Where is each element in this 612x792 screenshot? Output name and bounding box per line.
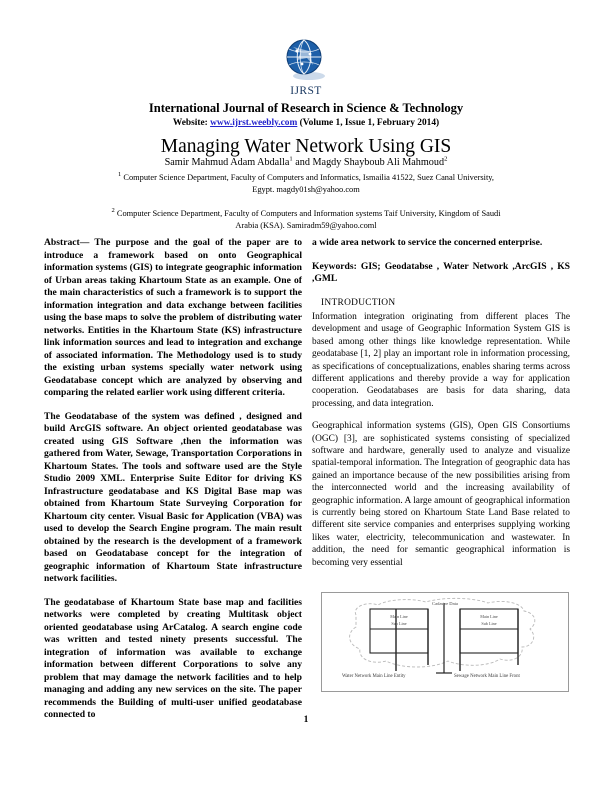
introduction-paragraph-2: Geographical information systems (GIS), Open GIS Consortiums (OGC) [3], are sophisticated systems consisting of specialized software and hardware, generally used to analyze and visualize spatial-temporal information. The Integration of geographic data has gained an importance because of the new possibilities arising from the interconnected world and the increasing availability of geographic information. A large amount of geographical information is currently being stored on Khartoum State Land Base related to different site service companies and enterprises supplying working likes water, electricity, telecommunication and wastewater. In addition, the need for semantic geographical information is becoming very essential: [312, 421, 570, 568]
left-column: [44, 237, 302, 733]
affiliation-1-line2: Egypt. magdy01sh@yahoo.com: [252, 185, 360, 194]
globe-icon: [283, 38, 329, 84]
author-names: [46, 156, 566, 170]
author-name-1: Samir Mahmud Adam Abdalla: [164, 157, 290, 168]
author-name-2: Magdy Shayboub Ali Mahmoud: [312, 157, 445, 168]
svg-text:Main Line: Main Line: [390, 614, 408, 619]
author-conjunction: and: [295, 157, 310, 168]
affiliation-2-line1: Computer Science Department, Faculty of Computers and Information systems Taif University, Kingdom of Saudi: [116, 209, 501, 218]
abstract-paragraph-3: The geodatabase of Khartoum State base map and facilities networks were completed by creating Multitask object oriented geodatabase using ArCatalog. A search engine code was written and tested ninety presents successful. The integration of information was available to exchange information between different Corporations to solve any problem that may damage the network facilities and to help managing and adding any new services on the site. The paper recommends the Building of multi-user unified geodatabase connected to: [44, 596, 302, 720]
affiliation-2-line2: Arabia (KSA). Samiradm59@yahoo.coml: [235, 221, 377, 230]
affiliation-1-marker: 1: [117, 171, 122, 179]
abstract-paragraph-2: The Geodatabase of the system was defined , designed and build ArcGIS software. An object oriented geodatabase was created using GIS Software ,then the information was gathered from Water, Sewage, Transportation Corporations in Khartoum States. The tools and software used are the Style Studio 2009 XML. Enterprise Suite Editor for driving KS Infrastructure geodatabase and KS Digital Base map was obtained from Khartoum State Surveying Corporation for Khartoum city center. Visual Basic for Application (VBA) was used to develop the Search Engine program. The main result obtained by the research is the development of a framework based on Geodatabase concept for the integration of geographic information of Khartoum State infrastructure network facilities.: [44, 410, 302, 584]
svg-text:Sub Line: Sub Line: [391, 621, 407, 626]
svg-text:Sub Line: Sub Line: [481, 621, 497, 626]
right-column: [312, 237, 570, 579]
author-2-affil-marker: 2: [444, 155, 448, 163]
journal-logo: [0, 38, 612, 97]
masthead: [0, 38, 612, 159]
affiliation-2: [46, 208, 566, 232]
journal-website-link[interactable]: www.ijrst.weebly.com: [210, 118, 298, 128]
affiliation-1-line1: Computer Science Department, Faculty of Computers and Informatics, Ismailia 41522, Suez Canal University,: [123, 173, 495, 182]
svg-text:Main Line: Main Line: [480, 614, 498, 619]
affiliation-2-marker: 2: [111, 207, 115, 215]
abstract-paragraph-1: Abstract— The purpose and the goal of the paper are to introduce a framework based on onto Geographical information systems (GIS) to integrate geographic information of Urban areas taking Khartoum State as an example. One of the main characteristics of such a framework is to support the information integration and data exchange between facilities using the base maps to solve the problem of distributing water networks. Entities in the Khartoum State (KS) infrastructure link information sources and lead to integration and exchange of associated information. The Methodology used is to study the existing urban systems specially water network using Geodatabase concept which are analyzed by observing and comparing the related earlier work using different criteria.: [44, 237, 302, 398]
svg-text:Cadastre Data: Cadastre Data: [432, 601, 458, 606]
issue-info: (Volume 1, Issue 1, February 2014): [299, 118, 440, 128]
svg-text:Sewage Network Main Line Front: Sewage Network Main Line Front: [454, 674, 520, 679]
page-number: 1: [303, 714, 309, 725]
journal-name: International Journal of Research in Science & Technology: [148, 101, 464, 115]
keywords-line: Keywords: GIS; Geodatabse , Water Network ,ArcGIS , KS ,GML: [312, 260, 570, 284]
abstract-paragraph-4: a wide area network to service the concerned enterprise.: [312, 237, 543, 248]
page-title: Managing Water Network Using GIS: [160, 136, 452, 157]
journal-website-line: [0, 117, 612, 129]
author-1-affil-marker: 1: [289, 155, 293, 163]
logo-wordmark: IJRST: [290, 85, 322, 97]
author-block: [46, 156, 566, 232]
website-label: Website:: [172, 118, 208, 128]
affiliation-1: [46, 172, 566, 196]
introduction-paragraph-1: Information integration originating from different places The development and usage of Geographic Information System GIS is based among other things like knowledge representation. While geodatabase [1, 2] play an important role in information processing, as specifications of conceptualizations, enables sharing terms across different applications and thereby provide a way for application cooperation. Geodatabases are basis for data sharing, data processing, and data integration.: [312, 311, 570, 409]
network-diagram-figure: [321, 592, 569, 692]
svg-text:Water Network Main Line Entity: Water Network Main Line Entity: [342, 674, 406, 679]
introduction-heading: INTRODUCTION: [321, 297, 396, 308]
